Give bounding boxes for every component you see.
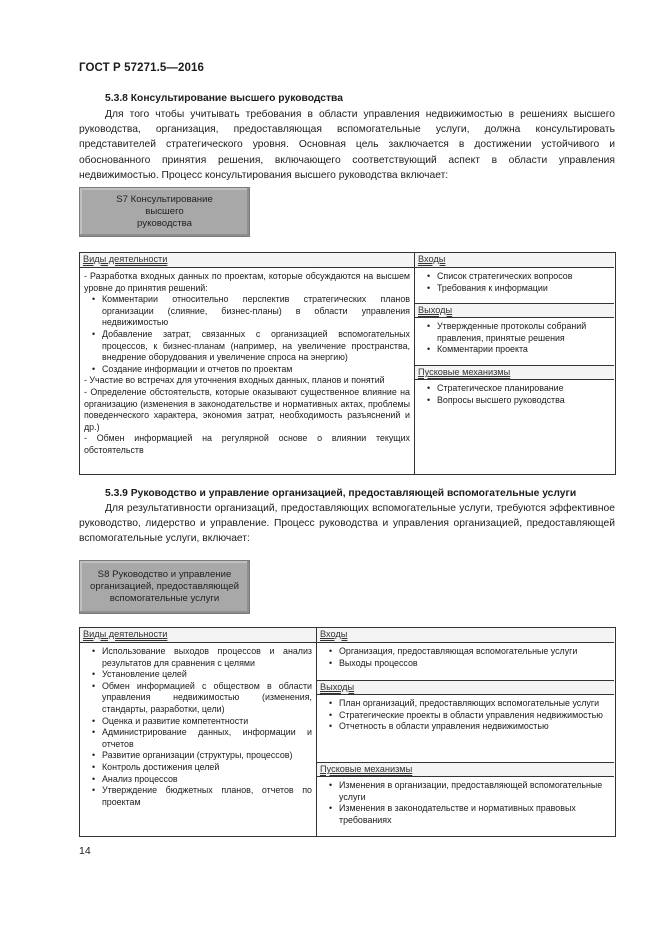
activity-item: • Создание информации и отчетов по проектам [84, 364, 410, 376]
section-title-5-3-9: 5.3.9 Руководство и управление организацией, предоставляющей вспомогательные услуги [105, 488, 577, 499]
process-table-s7 [79, 252, 616, 475]
output-item: • Отчетность в области управления недвижимостью [321, 721, 610, 733]
activities-column [80, 253, 415, 474]
output-item: • Комментарии проекта [419, 344, 610, 356]
activity-item: • Оценка и развитие компетентности [84, 716, 312, 728]
activities-list [80, 643, 316, 811]
document-header: ГОСТ Р 57271.5—2016 [79, 62, 204, 74]
triggers-list [415, 380, 614, 410]
triggers-list [317, 777, 614, 830]
activity-item: • Администрирование данных, информации и отчетов [84, 727, 312, 750]
activity-item: • Использование выходов процессов и анализ результатов для сравнения с целями [84, 646, 312, 669]
input-item: • Выходы процессов [321, 658, 610, 670]
section-5-3-8-paragraph: Для того чтобы учитывать требования в области управления недвижимостью в решениях высшего руководства, организация, предоставляющая вспомогательные услуги, должна консультировать представителей стратегического уровня. Основная цель заключается в достижении устойчивого и обоснованного принятия решения, включающего соответствующий аспект в области управления недвижимостью. Процесс консультирования высшего руководства включает: [79, 109, 615, 181]
inputs-list [317, 643, 614, 680]
outputs-header: Выходы [415, 303, 614, 318]
activity-item: • Контроль достижения целей [84, 762, 312, 774]
outputs-header: Выходы [317, 680, 614, 695]
activities-column [80, 628, 317, 836]
activity-item: • Добавление затрат, связанных с организацией вспомогательных процессов, к бизнес-планам (например, на увеличение пространства, внедрение оборудования и увеличение спроса на энергию) [84, 329, 410, 364]
trigger-item: • Изменения в организации, предоставляющей вспомогательные услуги [321, 780, 610, 803]
activities-list [80, 268, 414, 460]
activity-item: - Определение обстоятельств, которые оказывают существенное влияние на организацию (изменения в законодательстве и нормативных актах, проблемы поведенческого характера, экономия затрат, необходимость разъяснений и др.) [84, 386, 410, 432]
activity-item: • Анализ процессов [84, 774, 312, 786]
io-column [415, 253, 614, 474]
inputs-header: Входы [415, 253, 614, 268]
activities-header: Виды деятельности [80, 628, 316, 643]
triggers-header: Пусковые механизмы [317, 762, 614, 777]
activities-header: Виды деятельности [80, 253, 414, 268]
process-box-s8-label: S8 Руководство и управление организацией, предоставляющей вспомогательные услуги [90, 569, 239, 604]
activity-item: • Утверждение бюджетных планов, отчетов по проектам [84, 785, 312, 808]
output-item: • План организаций, предоставляющих вспомогательные услуги [321, 698, 610, 710]
activity-item: • Установление целей [84, 669, 312, 681]
outputs-list [317, 695, 614, 762]
inputs-list [415, 268, 614, 303]
inputs-header: Входы [317, 628, 614, 643]
process-table-s8 [79, 627, 616, 837]
process-box-s7 [79, 187, 250, 237]
activity-item: - Разработка входных данных по проектам, которые обсуждаются на высшем уровне до принятия решений: [84, 271, 410, 293]
input-item: • Требования к информации [419, 283, 610, 295]
outputs-list [415, 318, 614, 365]
input-item: • Организация, предоставляющая вспомогательные услуги [321, 646, 610, 658]
io-column [317, 628, 614, 836]
output-item: • Стратегические проекты в области управления недвижимостью [321, 710, 610, 722]
section-title-5-3-8: 5.3.8 Консультирование высшего руководства [105, 93, 343, 104]
process-box-s8 [79, 560, 250, 614]
activity-item: • Обмен информацией с обществом в области управления недвижимостью (изменения, стандарты, разработки, цели) [84, 681, 312, 716]
page-number: 14 [79, 845, 91, 857]
input-item: • Список стратегических вопросов [419, 271, 610, 283]
section-5-3-9-paragraph: Для результативности организаций, предоставляющих вспомогательные услуги, требуются эффективное руководство, лидерство и управление. Процесс руководства и управления организацией, предоставляющей вспомогательные услуги, включает: [79, 503, 615, 545]
process-box-s7-label: S7 Консультирование высшего руководства [116, 194, 213, 229]
trigger-item: • Вопросы высшего руководства [419, 395, 610, 407]
activity-item: - Обмен информацией на регулярной основе о влиянии текущих обстоятельств [84, 433, 410, 455]
trigger-item: • Изменения в законодательстве и нормативных правовых требованиях [321, 803, 610, 826]
trigger-item: • Стратегическое планирование [419, 383, 610, 395]
output-item: • Утвержденные протоколы собраний правления, принятые решения [419, 321, 610, 344]
activity-item: • Комментарии относительно перспектив стратегических планов организации (слияние, бизнес-планы) в области управления недвижимостью [84, 294, 410, 329]
triggers-header: Пусковые механизмы [415, 365, 614, 380]
activity-item: - Участие во встречах для уточнения входных данных, планов и понятий [84, 375, 385, 386]
activity-item: • Развитие организации (структуры, процессов) [84, 750, 312, 762]
